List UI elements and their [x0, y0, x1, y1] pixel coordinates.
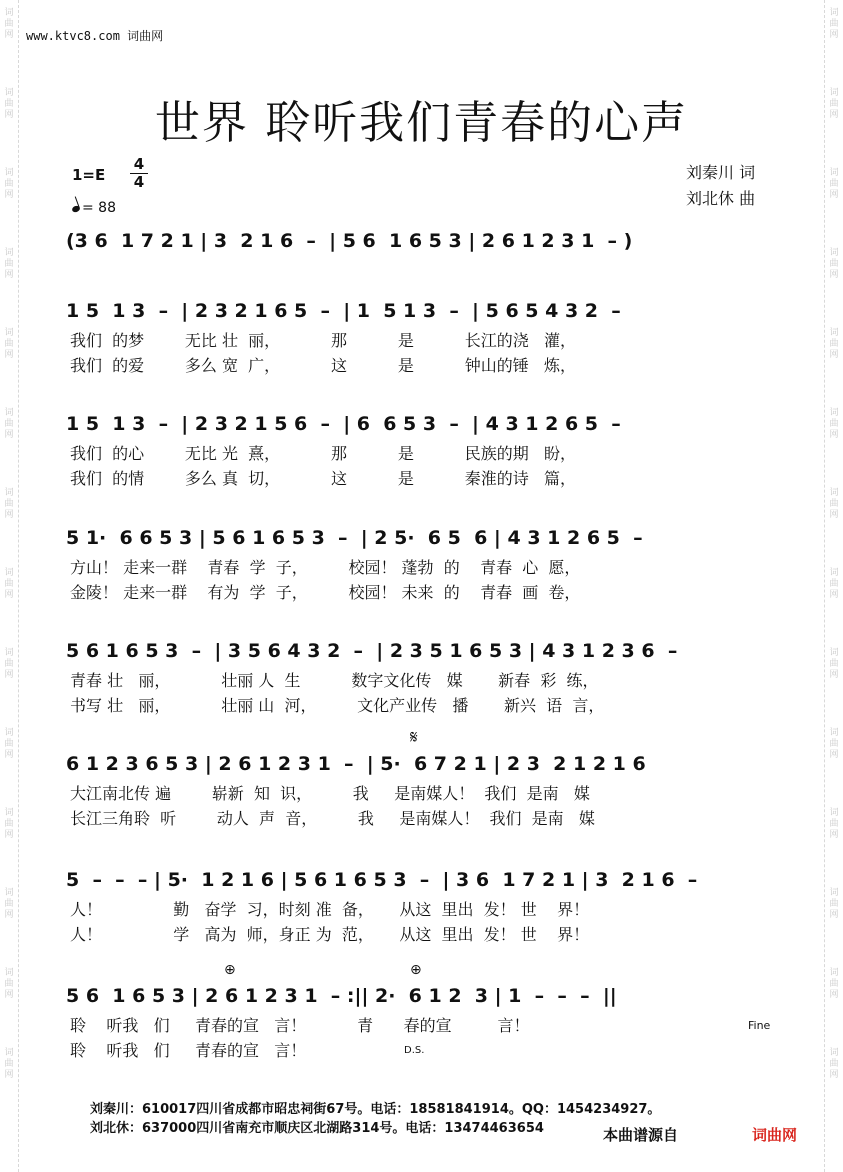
lyric-verse-2: 我们 的情 多么 真 切， 这 是 秦淮的诗 篇，: [70, 469, 576, 488]
watermark-text: 词 曲 网: [4, 808, 14, 840]
watermark-text: 词 曲 网: [829, 648, 839, 680]
lyric-verse-2: 人！ 学 高为 师，身正 为 范， 从这 里出 发！ 世 界！: [70, 925, 590, 944]
lyric-verse-1: 方山！ 走来一群 青春 学 子， 校园！ 蓬勃 的 青春 心 愿，: [70, 558, 581, 577]
meter-top: 4: [133, 155, 145, 173]
watermark-text: 词 曲 网: [829, 968, 839, 1000]
lyric-verse-1: 我们 的心 无比 光 熹， 那 是 民族的期 盼，: [70, 444, 576, 463]
site-logo[interactable]: 词曲网: [752, 1126, 798, 1144]
notation-line: 1 5 1 3 – | 2 3 2 1 5 6 – | 6 6 5 3 – | 4 3 1 2 6 5 –: [66, 413, 621, 435]
watermark-text: 词 曲 网: [829, 488, 839, 520]
tempo-mark: [72, 200, 116, 216]
fine-mark: Fine: [748, 1019, 771, 1032]
time-signature: [130, 157, 148, 190]
coda-icon: ⊕: [224, 962, 236, 978]
watermark-text: 词 曲 网: [829, 408, 839, 440]
watermark-text: 词 曲 网: [829, 1048, 839, 1080]
watermark-text: 词 曲 网: [829, 328, 839, 360]
lyric-verse-1: 聆 听我 们 青春的宣 言！ 青 春的宣 言！: [70, 1016, 530, 1035]
lyric-verse-2: 长江三角聆 听 动人 声 音， 我 是南媒人！ 我们 是南 媒: [70, 809, 595, 828]
watermark-text: 词 曲 网: [829, 568, 839, 600]
lyric-verse-2: 我们 的爱 多么 宽 广， 这 是 钟山的锤 炼，: [70, 356, 576, 375]
lyric-verse-2: 金陵！ 走来一群 有为 学 子， 校园！ 未来 的 青春 画 卷，: [70, 583, 581, 602]
watermark-text: 词 曲 网: [4, 88, 14, 120]
watermark-text: 词 曲 网: [4, 648, 14, 680]
watermark-text: 词 曲 网: [4, 728, 14, 760]
watermark-text: 词 曲 网: [829, 8, 839, 40]
watermark-text: 词 曲 网: [829, 728, 839, 760]
lyric-verse-2: 聆 听我 们 青春的宣 言！: [70, 1041, 307, 1060]
source-label: 本曲谱源自: [603, 1124, 735, 1146]
watermark-text: 词 曲 网: [829, 88, 839, 120]
watermark-text: 词 曲 网: [4, 488, 14, 520]
footer-contact-lyricist: 刘秦川：610017四川省成都市昭忠祠街67号。电话：18581841914。QQ：1454234927。: [90, 1102, 661, 1117]
segno-icon: 𝄋: [410, 727, 418, 748]
watermark-text: 词 曲 网: [829, 168, 839, 200]
watermark-text: 词 曲 网: [829, 888, 839, 920]
watermark-text: 词 曲 网: [4, 328, 14, 360]
notation-line: (3 6 1 7 2 1 | 3 2 1 6 – | 5 6 1 6 5 3 | 2 6 1 2 3 1 – ): [66, 230, 633, 252]
notation-line: 5 6 1 6 5 3 | 2 6 1 2 3 1 – :|| 2· 6 1 2 3 | 1 – – – ||: [66, 985, 617, 1007]
watermark-text: 词 曲 网: [4, 1048, 14, 1080]
watermark-text: 词 曲 网: [4, 168, 14, 200]
watermark-text: 词 曲 网: [4, 968, 14, 1000]
lyric-verse-1: 大江南北传 遍 崭新 知 识， 我 是南媒人！ 我们 是南 媒: [70, 784, 590, 803]
notation-line: 6 1 2 3 6 5 3 | 2 6 1 2 3 1 – | 5· 6 7 2 1 | 2 3 2 1 2 1 6: [66, 753, 646, 775]
composer-credit: 刘北休 曲: [686, 189, 756, 208]
tempo-value: = 88: [82, 200, 116, 216]
lyric-verse-1: 青春 壮 丽， 壮丽 人 生 数字文化传 媒 新春 彩 练，: [70, 671, 599, 690]
key-signature: 1=E: [72, 166, 106, 184]
meter-bottom: 4: [133, 173, 145, 191]
site-url[interactable]: www.ktvc8.com 词曲网: [26, 29, 164, 43]
watermark-text: 词 曲 网: [4, 408, 14, 440]
watermark-text: 词 曲 网: [4, 8, 14, 40]
lyric-verse-1: 人！ 勤 奋学 习，时刻 准 备， 从这 里出 发！ 世 界！: [70, 900, 590, 919]
song-title: 世界 聆听我们青春的心声: [154, 96, 689, 149]
notation-line: 1 5 1 3 – | 2 3 2 1 6 5 – | 1 5 1 3 – | 5 6 5 4 3 2 –: [66, 300, 621, 322]
lyric-verse-2: 书写 壮 丽， 壮丽 山 河， 文化产业传 播 新兴 语 言，: [70, 696, 605, 715]
watermark-text: 词 曲 网: [4, 888, 14, 920]
lyric-verse-1: 我们 的梦 无比 壮 丽， 那 是 长江的浇 灌，: [70, 331, 576, 350]
watermark-text: 词 曲 网: [4, 568, 14, 600]
notation-line: 5 6 1 6 5 3 – | 3 5 6 4 3 2 – | 2 3 5 1 6 5 3 | 4 3 1 2 3 6 –: [66, 640, 678, 662]
watermark-text: 词 曲 网: [829, 248, 839, 280]
lyricist-credit: 刘秦川 词: [686, 163, 756, 182]
watermark-text: 词 曲 网: [829, 808, 839, 840]
quarter-note-icon: [71, 205, 81, 213]
notation-line: 5 – – – | 5· 1 2 1 6 | 5 6 1 6 5 3 – | 3 6 1 7 2 1 | 3 2 1 6 –: [66, 869, 698, 891]
footer-contact-composer: 刘北休：637000四川省南充市顺庆区北湖路314号。电话：13474463654: [90, 1121, 544, 1136]
watermark-text: 词 曲 网: [4, 248, 14, 280]
coda-icon: ⊕: [410, 962, 422, 978]
notation-line: 5 1· 6 6 5 3 | 5 6 1 6 5 3 – | 2 5· 6 5 6 | 4 3 1 2 6 5 –: [66, 527, 643, 549]
ds-mark: D.S.: [404, 1045, 425, 1056]
